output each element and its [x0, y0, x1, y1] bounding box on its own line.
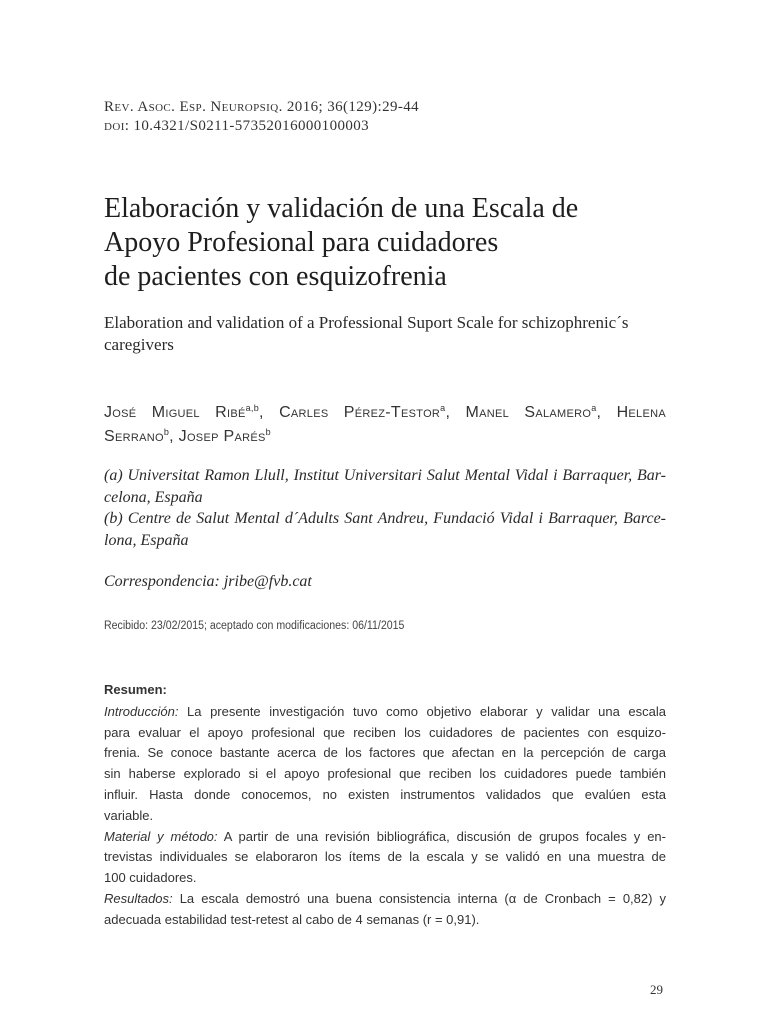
- author-list: José Miguel Ribé$^{a,b}$, Carles Pérez-Testor$^a$, Manel Salamero$^a$, Helena Serrano$^b$, Josep Parés$^b$: [104, 403, 666, 445]
- title-line: de pacientes con esquizofrenia: [104, 261, 447, 292]
- abstract-line: trevistas individuales se elaboraron los ítems de la escala y se validó en una muestra de: [104, 849, 666, 865]
- author-affiliation-mark: a: [440, 403, 446, 413]
- author-affiliation-mark: b: [265, 427, 271, 437]
- author-affiliation-mark: a,b: [245, 403, 260, 413]
- abstract-heading: Resumen:: [104, 682, 167, 697]
- abstract-line: para evaluar el apoyo profesional que reciben los cuidadores de pacientes con esquizo-: [104, 724, 666, 740]
- affiliation-b: (b) Centre de Salut Mental d´Adults Sant Andreu, Fundació Vidal i Barraquer, Barce-: [104, 510, 666, 527]
- abstract-line: variable.: [104, 807, 154, 823]
- author-name: Serrano: [104, 428, 164, 445]
- author-name: Manel Salamero: [465, 404, 592, 421]
- method-label: Material y método:: [104, 828, 218, 844]
- affiliation-a: (a) Universitat Ramon Llull, Institut Universitari Salut Mental Vidal i Barraquer, Bar-: [104, 467, 666, 484]
- author-affiliation-mark: a: [591, 403, 597, 413]
- abstract-line: sin haberse explorado si el apoyo profesional que reciben los cuidadores puede también: [104, 766, 666, 782]
- abstract-line: influir. Hasta donde conocemos, no existen instrumentos validados que evalúen esta: [104, 786, 666, 802]
- english-title: [104, 312, 666, 356]
- affiliation-b-cont: lona, España: [104, 531, 189, 549]
- page-number: 29: [650, 982, 663, 997]
- author-name: José Miguel Ribé: [104, 404, 246, 421]
- author-affiliation-mark: b: [163, 427, 170, 437]
- results-label: Resultados:: [104, 890, 173, 906]
- author-name: Josep Parés: [178, 428, 266, 445]
- abstract-line: Resultados: La escala demostró una buena consistencia interna (α de Cronbach = 0,82) y: [104, 890, 666, 906]
- journal-citation: [104, 98, 419, 136]
- affiliation-a-cont: celona, España: [104, 488, 203, 506]
- doi: doi: 10.4321/S0211-57352016000100003: [104, 118, 370, 134]
- abstract-line: adecuada estabilidad test-retest al cabo de 4 semanas (r = 0,91).: [104, 911, 480, 927]
- english-title-line: Elaboration and validation of a Professional Suport Scale for schizophrenic´s: [104, 313, 629, 332]
- title-line: Apoyo Profesional para cuidadores: [104, 227, 499, 258]
- abstract-line: Material y método: A partir de una revisión bibliográfica, discusión de grupos focales y en-: [104, 828, 666, 844]
- author-name: Helena: [616, 404, 666, 421]
- affiliations: [104, 465, 666, 551]
- received-dates: Recibido: 23/02/2015; aceptado con modificaciones: 06/11/2015: [104, 620, 405, 632]
- article-title: [104, 192, 666, 294]
- journal-reference: Rev. Asoc. Esp. Neuropsiq. 2016; 36(129):29-44: [104, 99, 420, 115]
- correspondence: Correspondencia: jribe@fvb.cat: [104, 573, 312, 590]
- abstract-line: 100 cuidadores.: [104, 870, 197, 886]
- abstract: [104, 680, 666, 931]
- author-name: Carles Pérez-Testor: [279, 404, 441, 421]
- english-title-line: caregivers: [104, 335, 174, 354]
- title-line: Elaboración y validación de una Escala de: [104, 193, 579, 224]
- abstract-line: frenia. Se conoce bastante acerca de los factores que afectan en la percepción de carga: [104, 745, 666, 761]
- intro-label: Introducción:: [104, 703, 179, 719]
- abstract-line: Introducción: La presente investigación tuvo como objetivo elaborar y validar una escala: [104, 703, 666, 719]
